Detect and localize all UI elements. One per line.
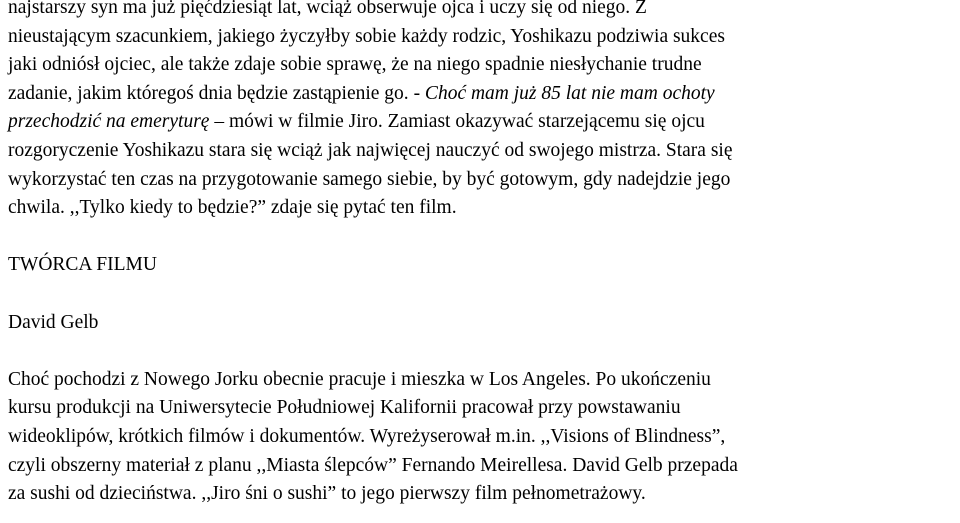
document-page <box>8 0 958 509</box>
text-line <box>8 108 958 137</box>
director-name: David Gelb <box>8 311 99 333</box>
italic-quote: - Choć mam już 85 lat nie mam ochoty <box>413 82 715 104</box>
text-line: za sushi od dzieciństwa. ,,Jiro śni o sushi” to jego pierwszy film pełnometrażowy. <box>8 483 646 505</box>
text-line: czyli obszerny materiał z planu ,,Miasta ślepców” Fernando Meirellesa. David Gelb przepada <box>8 454 738 476</box>
text-line: Choć pochodzi z Nowego Jorku obecnie pracuje i mieszka w Los Angeles. Po ukończeniu <box>8 368 711 390</box>
paragraph-director-bio <box>8 366 958 509</box>
text-line: jaki odniósł ojciec, ale także zdaje sobie sprawę, że na niego spadnie niesłychanie trudne <box>8 54 702 76</box>
spacer <box>8 337 958 366</box>
text-line: rozgoryczenie Yoshikazu stara się wciąż jak najwięcej nauczyć od swojego mistrza. Stara się <box>8 139 733 161</box>
spacer <box>8 223 958 252</box>
text-line: chwila. ,,Tylko kiedy to będzie?” zdaje się pytać ten film. <box>8 197 457 219</box>
text-line: kursu produkcji na Uniwersytecie Południowej Kalifornii pracował przy powstawaniu <box>8 397 681 419</box>
text-line: wideoklipów, krótkich filmów i dokumentów. Wyreżyserował m.in. ,,Visions of Blindness”, <box>8 425 726 447</box>
paragraph-jiro-son <box>8 0 958 223</box>
text-segment: zadanie, jakim któregoś dnia będzie zastąpienie go. <box>8 82 414 104</box>
text-line <box>8 80 958 109</box>
italic-quote: przechodzić na emeryturę <box>8 111 210 133</box>
text-line: najstarszy syn ma już pięćdziesiąt lat, wciąż obserwuje ojca i uczy się od niego. Z <box>8 0 647 18</box>
spacer <box>8 280 958 309</box>
text-segment: – mówi w filmie Jiro. Zamiast okazywać starzejącemu się ojcu <box>209 111 705 133</box>
text-line: nieustającym szacunkiem, jakiego życzyłby sobie każdy rodzic, Yoshikazu podziwia sukces <box>8 25 725 47</box>
section-heading: TWÓRCA FILMU <box>8 254 157 276</box>
text-line: wykorzystać ten czas na przygotowanie samego siebie, by być gotowym, gdy nadejdzie jego <box>8 168 731 190</box>
